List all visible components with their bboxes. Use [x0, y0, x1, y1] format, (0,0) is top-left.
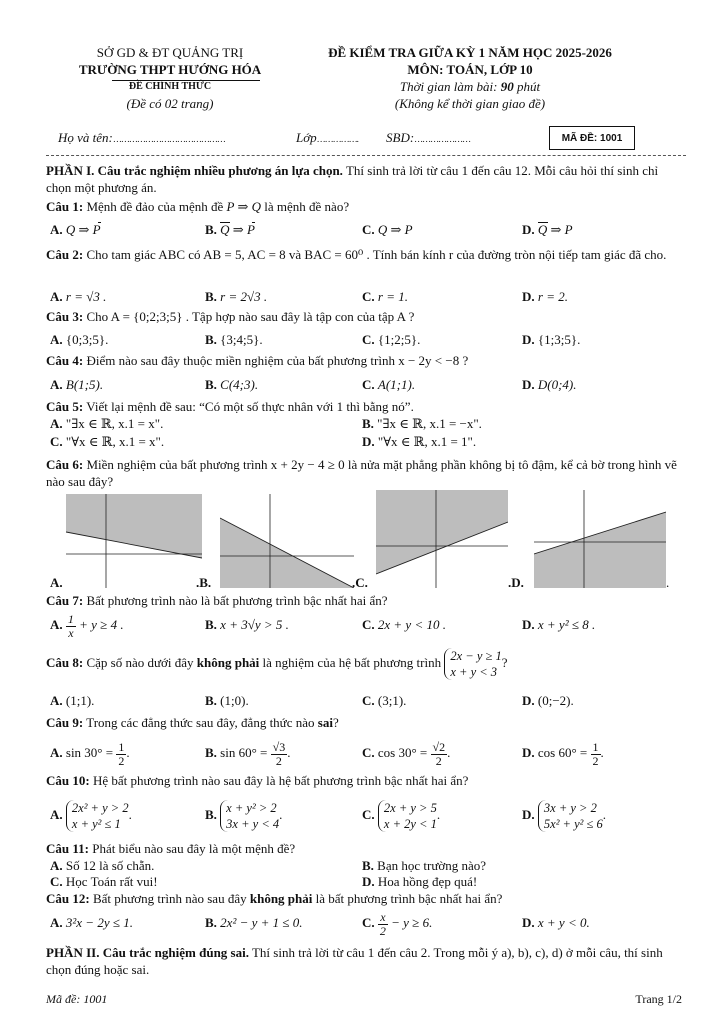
- footer-exam-code: Mã đề: 1001: [46, 992, 108, 1006]
- q7-b-text: x + 3√y > 5 .: [220, 617, 289, 632]
- q7-option-c[interactable]: [362, 610, 446, 640]
- q2-b-letter: B.: [205, 289, 217, 304]
- q10-d-letter: D.: [522, 807, 535, 822]
- q2-b-text: r = 2√3 .: [220, 289, 268, 304]
- q11-option-b[interactable]: [362, 857, 486, 874]
- exam-duration: [290, 78, 650, 95]
- question-6: [46, 456, 686, 490]
- q10-d-system: [538, 800, 603, 832]
- q12-bold: không phải: [249, 891, 313, 906]
- q8-c-text: (3;1).: [377, 693, 407, 708]
- subject-title: MÔN: TOÁN, LỚP 10: [407, 62, 533, 77]
- q9-d-den: 2: [592, 753, 599, 768]
- duration-minutes: 90: [500, 79, 514, 94]
- q4-d-letter: D.: [522, 377, 535, 392]
- q9-d-frac: [591, 741, 601, 768]
- q11-d-letter: D.: [362, 874, 375, 889]
- q10-c-system: [378, 800, 437, 832]
- q4-option-b[interactable]: [205, 376, 258, 393]
- exam-note: (Không kể thời gian giao đề): [394, 96, 546, 111]
- q1-text2: là mệnh đề nào?: [261, 199, 350, 214]
- class-field[interactable]: …………….: [316, 134, 358, 144]
- q7-option-d[interactable]: [522, 610, 595, 640]
- q5-c-letter: C.: [50, 434, 63, 449]
- school-name: TRƯỜNG THPT HƯỚNG HÓA: [78, 62, 262, 77]
- department-name: SỞ GD & ĐT QUẢNG TRỊ: [96, 45, 244, 60]
- question-2: [46, 246, 686, 263]
- sbd-label: SBD:: [386, 130, 415, 145]
- q6-option-c[interactable]: .C.: [352, 575, 368, 590]
- q1-b-letter: B.: [205, 222, 217, 237]
- part2-intro: [46, 944, 686, 978]
- q1-label: Câu 1:: [46, 199, 84, 214]
- q7-label: Câu 7:: [46, 593, 84, 608]
- exam-code: MÃ ĐỀ: 1001: [561, 132, 623, 144]
- q7-c-letter: C.: [362, 617, 375, 632]
- q11-a-text: Số 12 là số chẵn.: [65, 858, 155, 873]
- q10-option-d[interactable]: D. 3x + y > 2 5x² + y² ≤ 6 .: [522, 801, 607, 832]
- q9-label: Câu 9:: [46, 715, 84, 730]
- q9-option-a[interactable]: A. sin 30° = $\frac{1}{2}$ .: [50, 739, 130, 768]
- q3-option-a[interactable]: [50, 331, 108, 348]
- exam-title: ĐỀ KIỂM TRA GIỮA KỲ 1 NĂM HỌC 2025-2026: [328, 45, 612, 60]
- q9-d-left: cos 60° =: [537, 745, 588, 760]
- q11-option-a[interactable]: [50, 857, 154, 874]
- q7-b-letter: B.: [205, 617, 217, 632]
- q5-b-letter: B.: [362, 416, 374, 431]
- q12-c-den: 2: [379, 923, 386, 938]
- q9-c-frac: [431, 741, 448, 768]
- q5-a-letter: A.: [50, 416, 63, 431]
- q8-bold: không phải: [196, 655, 260, 670]
- q3-option-b[interactable]: [205, 331, 263, 348]
- exam-code-box: [549, 126, 635, 150]
- question-12: [46, 890, 686, 907]
- q10-b-letter: B.: [205, 807, 217, 822]
- q12-option-b[interactable]: [205, 908, 303, 938]
- graph-a[interactable]: [66, 494, 202, 588]
- part2-title: PHẦN II. Câu trắc nghiệm đúng sai.: [46, 945, 249, 960]
- q12-label: Câu 12:: [46, 891, 90, 906]
- q4-a-letter: A.: [50, 377, 63, 392]
- q9-b-den: 2: [275, 753, 282, 768]
- q3-option-c[interactable]: [362, 331, 420, 348]
- q2-c-letter: C.: [362, 289, 375, 304]
- q12-option-c[interactable]: [362, 908, 432, 938]
- q8-qmark: ?: [501, 655, 508, 670]
- q12-text2: là bất phương trình bậc nhất hai ẩn?: [312, 891, 503, 906]
- q2-label: Câu 2:: [46, 247, 84, 262]
- q8-system: [444, 648, 501, 680]
- q4-b-letter: B.: [205, 377, 217, 392]
- q4-c-text: A(1;1).: [377, 377, 416, 392]
- q10-a-letter: A.: [50, 807, 63, 822]
- q11-label: Câu 11:: [46, 841, 89, 856]
- q9-c-den: 2: [435, 753, 442, 768]
- q5-option-c[interactable]: [50, 433, 164, 450]
- q8-option-b[interactable]: [205, 692, 249, 709]
- q6-option-d[interactable]: .D.: [508, 575, 524, 590]
- q8-sys-line1: 2x − y ≥ 1: [450, 649, 502, 664]
- q10-c-letter: C.: [362, 807, 375, 822]
- q8-d-letter: D.: [522, 693, 535, 708]
- q12-a-text: 3²x − 2y ≤ 1.: [65, 915, 133, 930]
- q7-option-b[interactable]: [205, 610, 289, 640]
- question-1: [46, 198, 686, 215]
- q9-a-letter: A.: [50, 745, 63, 760]
- q3-b-letter: B.: [205, 332, 217, 347]
- q1-option-b[interactable]: [205, 221, 255, 238]
- q7-d-letter: D.: [522, 617, 535, 632]
- footer-page-number: Trang 1/2: [635, 992, 682, 1006]
- q7-option-a[interactable]: [50, 610, 124, 640]
- q9-b-num: √3: [272, 739, 286, 754]
- question-5: [46, 398, 686, 415]
- question-4: [46, 352, 686, 369]
- q12-c-frac: [378, 911, 388, 938]
- q8-b-text: (1;0).: [220, 693, 249, 708]
- q7-text: Bất phương trình nào là bất phương trình bậc nhất hai ẩn?: [83, 593, 388, 608]
- graph-c-shaded: [376, 490, 508, 574]
- q2-a-text: r = √3 .: [65, 289, 107, 304]
- q11-text: Phát biểu nào sau đây là một mệnh đề?: [88, 841, 296, 856]
- q9-b-letter: B.: [205, 745, 217, 760]
- q10-option-c[interactable]: C. 2x + y > 5 x + 2y < 1 .: [362, 801, 441, 832]
- q10-b-line1: x + y² > 2: [226, 801, 277, 816]
- q12-text1: Bất phương trình nào sau đây: [89, 891, 250, 906]
- q8-text1: Cặp số nào dưới đây: [83, 655, 197, 670]
- q2-d-letter: D.: [522, 289, 535, 304]
- q5-option-b[interactable]: [362, 415, 482, 432]
- q12-b-letter: B.: [205, 915, 217, 930]
- q4-option-d[interactable]: [522, 376, 577, 393]
- q12-d-letter: D.: [522, 915, 535, 930]
- q11-b-text: Bạn học trường nào?: [377, 858, 487, 873]
- q5-option-d[interactable]: [362, 433, 476, 450]
- q10-text: Hệ bất phương trình nào sau đây là hệ bất phương trình bậc nhất hai ẩn?: [89, 773, 469, 788]
- graph-a-shaded: [66, 494, 202, 558]
- q6-option-a[interactable]: A.: [50, 575, 63, 590]
- q12-c-text: − y ≥ 6.: [391, 915, 433, 930]
- q7-a-fraction: [66, 613, 76, 640]
- q10-option-a[interactable]: A. 2x² + y > 2 x + y² ≤ 1 .: [50, 801, 132, 832]
- part2-desc: Thí sinh trả lời từ câu 1 đến câu 2. Trong mỗi ý a), b), c), d) ở mỗi câu, thí sinh chọn đúng hoặc sai.: [46, 945, 663, 977]
- q9-a-left: sin 30° =: [65, 745, 114, 760]
- q9-d-num: 1: [592, 739, 599, 754]
- q1-a-text: Q ⇒ P: [65, 222, 101, 237]
- q8-option-a[interactable]: [50, 692, 94, 709]
- question-7: [46, 592, 686, 609]
- q5-option-a[interactable]: [50, 415, 163, 432]
- q5-b-text: "∃x ∈ ℝ, x.1 = −x".: [377, 416, 482, 431]
- q2-option-a[interactable]: [50, 288, 106, 305]
- q2-option-c[interactable]: [362, 288, 408, 305]
- q1-text1: Mệnh đề đảo của mệnh đề: [83, 199, 227, 214]
- q12-d-text: x + y < 0.: [537, 915, 590, 930]
- q2-c-text: r = 1.: [377, 289, 408, 304]
- q8-a-letter: A.: [50, 693, 63, 708]
- q9-b-frac: [271, 741, 288, 768]
- q12-c-num: x: [378, 911, 388, 925]
- q1-b-text: Q ⇒ P: [220, 222, 255, 237]
- q7-c-text: 2x + y < 10 .: [377, 617, 446, 632]
- q9-a-num: 1: [118, 739, 125, 754]
- q3-d-text: {1;3;5}.: [537, 332, 581, 347]
- q6-option-b[interactable]: .B.: [196, 575, 212, 590]
- class-label: Lớp: [296, 130, 317, 145]
- q9-c-num: √2: [432, 739, 446, 754]
- q5-label: Câu 5:: [46, 399, 84, 414]
- q10-a-line1: 2x² + y > 2: [71, 801, 129, 816]
- q1-c-letter: C.: [362, 222, 375, 237]
- q6-text: Miền nghiệm của bất phương trình x + 2y − 4 ≥ 0 là nửa mặt phẳng phần không bị tô đậm, kể cả bờ trong hình vẽ nào sau đây?: [46, 457, 677, 489]
- q1-option-a[interactable]: [50, 221, 101, 238]
- q2-d-text: r = 2.: [537, 289, 568, 304]
- q5-a-text: "∃x ∈ ℝ, x.1 = x".: [65, 416, 164, 431]
- graph-c[interactable]: [376, 490, 508, 588]
- q10-a-system: [66, 800, 129, 832]
- q10-label: Câu 10:: [46, 773, 90, 788]
- question-10: [46, 772, 686, 789]
- q4-label: Câu 4:: [46, 353, 84, 368]
- q9-option-d[interactable]: D. cos 60° = $\frac{1}{2}$ .: [522, 739, 604, 768]
- graph-d[interactable]: [534, 490, 666, 588]
- q4-text: Điểm nào sau đây thuộc miền nghiệm của bất phương trình x − 2y < −8 ?: [83, 353, 469, 368]
- q2-a-letter: A.: [50, 289, 63, 304]
- q12-a-letter: A.: [50, 915, 63, 930]
- q7-a-letter: A.: [50, 617, 63, 632]
- question-9: [46, 714, 686, 731]
- question-3: [46, 308, 686, 325]
- q10-option-b[interactable]: B. x + y² > 2 3x + y < 4 .: [205, 801, 283, 832]
- q12-b-text: 2x² − y + 1 ≤ 0.: [220, 915, 303, 930]
- q5-c-text: "∀x ∈ ℝ, x.1 = x".: [65, 434, 165, 449]
- q3-label: Câu 3:: [46, 309, 84, 324]
- q1-d-letter: D.: [522, 222, 535, 237]
- q5-text: Viết lại mệnh đề sau: “Có một số thực nhân với 1 thì bằng nó”.: [83, 399, 414, 414]
- q3-c-text: {1;2;5}.: [377, 332, 421, 347]
- q9-d-letter: D.: [522, 745, 535, 760]
- q10-c-line2: x + 2y < 1: [383, 817, 437, 832]
- q1-a-letter: A.: [50, 222, 63, 237]
- q8-a-text: (1;1).: [65, 693, 95, 708]
- q3-d-letter: D.: [522, 332, 535, 347]
- q1-expr: P ⇒ Q: [226, 199, 262, 214]
- q11-option-d[interactable]: [362, 873, 477, 890]
- page-count-note: (Đề có 02 trang): [126, 96, 214, 111]
- q7-d-text: x + y² ≤ 8 .: [537, 617, 596, 632]
- q8-d-text: (0;−2).: [537, 693, 574, 708]
- header-left: [40, 44, 300, 112]
- q9-option-c[interactable]: C. cos 30° = $\frac{√2}{2}$ .: [362, 739, 451, 768]
- q1-option-d[interactable]: [522, 221, 573, 238]
- name-label: Họ và tên:: [58, 130, 113, 145]
- q9-a-frac: [116, 741, 126, 768]
- divider: [46, 155, 686, 156]
- sbd-info: [386, 130, 470, 146]
- q7-a-den: x: [68, 625, 74, 640]
- q10-b-line2: 3x + y < 4: [226, 817, 280, 832]
- class-info: [296, 130, 358, 146]
- q5-d-letter: D.: [362, 434, 375, 449]
- q10-d-line2: 5x² + y² ≤ 6: [543, 817, 603, 832]
- q2-option-b[interactable]: [205, 288, 267, 305]
- header-right: [290, 44, 650, 112]
- q9-option-b[interactable]: B. sin 60° = $\frac{√3}{2}$ .: [205, 739, 291, 768]
- q8-b-letter: B.: [205, 693, 217, 708]
- q5-d-text: "∀x ∈ ℝ, x.1 = 1".: [377, 434, 477, 449]
- q9-b-left: sin 60° =: [220, 745, 268, 760]
- q7-a-text: + y ≥ 4 .: [79, 617, 124, 632]
- q3-text: Cho A = {0;2;3;5} . Tập hợp nào sau đây là tập con của tập A ?: [83, 309, 415, 324]
- q2-option-d[interactable]: [522, 288, 568, 305]
- duration-suffix: phút: [513, 79, 541, 94]
- q4-a-text: B(1;5).: [65, 377, 104, 392]
- graph-d-shaded: [534, 512, 666, 588]
- part1-title: PHẦN I. Câu trắc nghiệm nhiều phương án lựa chọn.: [46, 163, 343, 178]
- q8-sys-line2: x + y < 3: [450, 665, 498, 680]
- q8-option-c[interactable]: [362, 692, 406, 709]
- q4-option-c[interactable]: [362, 376, 415, 393]
- q8-text2: là nghiệm của hệ bất phương trình: [259, 655, 445, 670]
- q1-d-text: Q ⇒ P: [537, 222, 573, 237]
- q10-b-system: [220, 800, 279, 832]
- q9-text1: Trong các đẳng thức sau đây, đẳng thức nào: [83, 715, 318, 730]
- sbd-field[interactable]: …………………: [414, 134, 471, 144]
- q11-a-letter: A.: [50, 858, 63, 873]
- q11-d-text: Hoa hồng đẹp quá!: [377, 874, 478, 889]
- q12-c-letter: C.: [362, 915, 375, 930]
- q11-c-letter: C.: [50, 874, 63, 889]
- q3-option-d[interactable]: [522, 331, 580, 348]
- question-8: [46, 646, 686, 680]
- q1-option-c[interactable]: [362, 221, 413, 238]
- q10-d-line1: 3x + y > 2: [543, 801, 597, 816]
- q4-b-text: C(4;3).: [220, 377, 259, 392]
- q1-c-text: Q ⇒ P: [377, 222, 413, 237]
- name-field[interactable]: ……………………………………: [112, 134, 225, 144]
- header-underline: [112, 80, 260, 81]
- q3-c-letter: C.: [362, 332, 375, 347]
- part1-intro: [46, 162, 686, 196]
- q8-c-letter: C.: [362, 693, 375, 708]
- q6-end-mark: .: [666, 575, 670, 590]
- q12-option-a[interactable]: [50, 908, 133, 938]
- q9-c-letter: C.: [362, 745, 375, 760]
- q3-a-text: {0;3;5}.: [65, 332, 109, 347]
- q9-c-left: cos 30° =: [377, 745, 428, 760]
- q8-option-d[interactable]: [522, 692, 574, 709]
- question-11: [46, 840, 686, 857]
- student-info-row: [58, 130, 225, 146]
- duration-prefix: Thời gian làm bài:: [399, 79, 501, 94]
- q8-label: Câu 8:: [46, 655, 84, 670]
- q4-option-a[interactable]: [50, 376, 103, 393]
- q11-option-c[interactable]: [50, 873, 158, 890]
- q7-a-num: 1: [67, 611, 74, 626]
- q4-d-text: D(0;4).: [537, 377, 577, 392]
- q9-bold: sai: [317, 715, 333, 730]
- graph-b[interactable]: [220, 494, 354, 588]
- q6-label: Câu 6:: [46, 457, 84, 472]
- q11-c-text: Học Toán rất vui!: [65, 874, 158, 889]
- q9-text2: ?: [332, 715, 339, 730]
- q9-a-den: 2: [118, 753, 125, 768]
- q10-c-line1: 2x + y > 5: [383, 801, 437, 816]
- q12-option-d[interactable]: [522, 908, 590, 938]
- q2-text: Cho tam giác ABC có AB = 5, AC = 8 và BAC = 60⁰ . Tính bán kính r của đường tròn nội tiếp tam giác đã cho.: [83, 247, 667, 262]
- q10-a-line2: x + y² ≤ 1: [71, 817, 121, 832]
- q3-b-text: {3;4;5}.: [220, 332, 263, 347]
- q3-a-letter: A.: [50, 332, 63, 347]
- part1-desc: Thí sinh trả lời từ câu 1 đến câu 12. Mỗi câu hỏi thí sinh chỉ chọn một phương án.: [46, 163, 659, 195]
- q4-c-letter: C.: [362, 377, 375, 392]
- q11-b-letter: B.: [362, 858, 374, 873]
- official-label: ĐỀ CHÍNH THỨC: [128, 81, 212, 92]
